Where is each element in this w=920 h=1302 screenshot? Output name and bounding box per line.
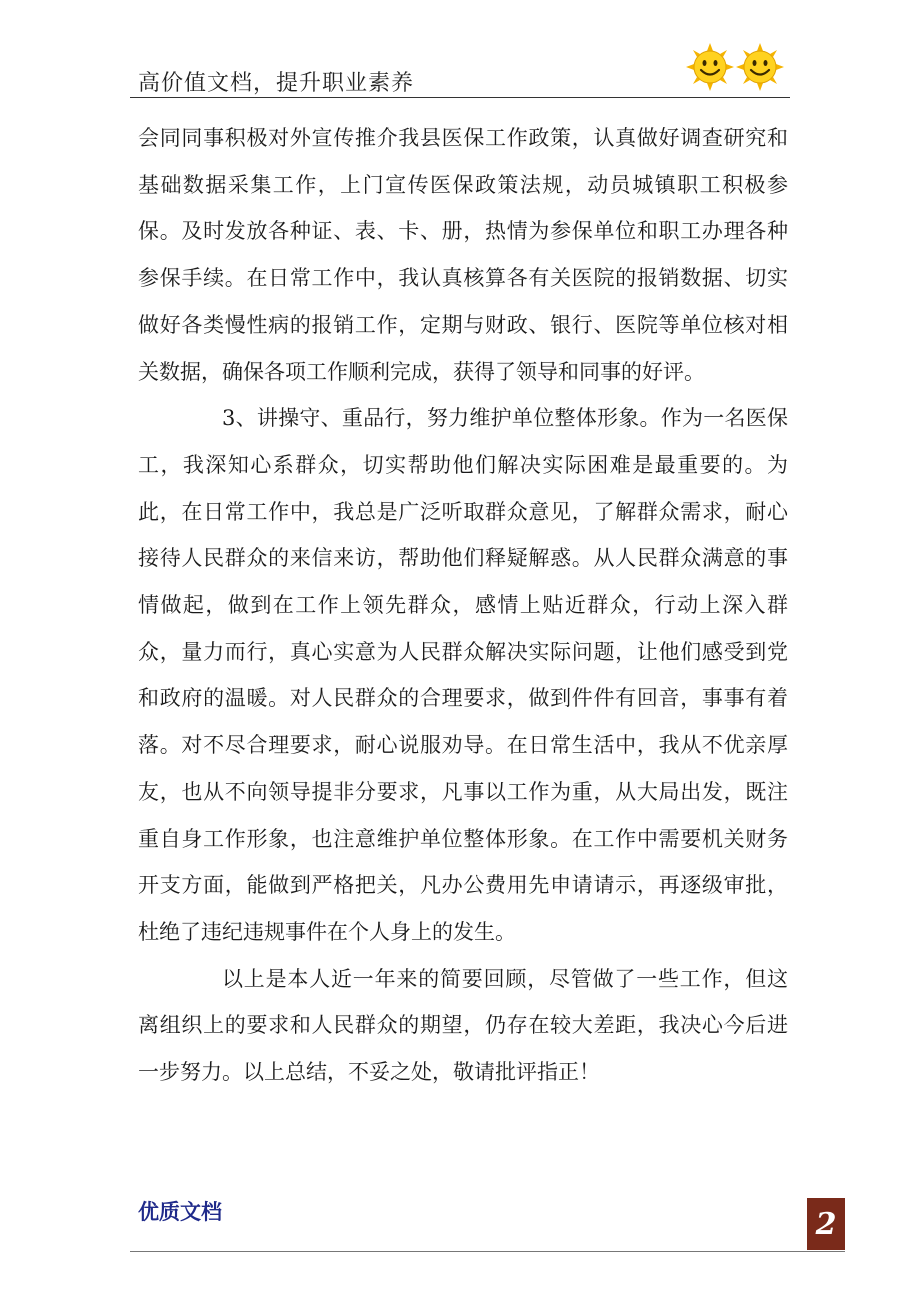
- footer-label: 优质文档: [138, 1199, 222, 1224]
- header-title: 高价值文档，提升职业素养: [138, 71, 415, 96]
- page-number: 2: [815, 1206, 837, 1242]
- paragraph-2: 3、讲操守、重品行，努力维护单位整体形象。作为一名医保工，我深知心系群众，切实帮助他们解决实际困难是最重要的。为此，在日常工作中，我总是广泛听取群众意见，了解群众需求，耐心接待人民群众的来信来访，帮助他们释疑解惑。从人民群众满意的事情做起，做到在工作上领先群众，感情上贴近群众，行动上深入群众，量力而行，真心实意为人民群众解决实际问题，让他们感受到党和政府的温暖。对人民群众的合理要求，做到件件有回音，事事有着落。对不尽合理要求，耐心说服劝导。在日常生活中，我从不优亲厚友，也从不向领导提非分要求，凡事以工作为重，从大局出发，既注重自身工作形象，也注意维护单位整体形象。在工作中需要机关财务开支方面，能做到严格把关，凡办公费用先申请请示，再逐级审批，杜绝了违纪违规事件在个人身上的发生。: [138, 406, 788, 944]
- smiley-face-icon: [736, 43, 784, 91]
- paragraph-3: 以上是本人近一年来的简要回顾，尽管做了一些工作，但这离组织上的要求和人民群众的期望，仍存在较大差距，我决心今后进一步努力。以上总结，不妥之处，敬请批评指正！: [138, 966, 788, 1085]
- page-number-badge: [807, 1198, 845, 1250]
- footer-divider: [130, 1251, 845, 1252]
- header-divider: [130, 97, 790, 98]
- smiley-face-icon: [686, 43, 734, 91]
- document-body: [138, 115, 788, 1096]
- paragraph-1: 会同同事积极对外宣传推介我县医保工作政策，认真做好调查研究和基础数据采集工作，上门宣传医保政策法规，动员城镇职工积极参保。及时发放各种证、表、卡、册，热情为参保单位和职工办理各种参保手续。在日常工作中，我认真核算各有关医院的报销数据、切实做好各类慢性病的报销工作，定期与财政、银行、医院等单位核对相关数据，确保各项工作顺利完成，获得了领导和同事的好评。: [138, 126, 788, 384]
